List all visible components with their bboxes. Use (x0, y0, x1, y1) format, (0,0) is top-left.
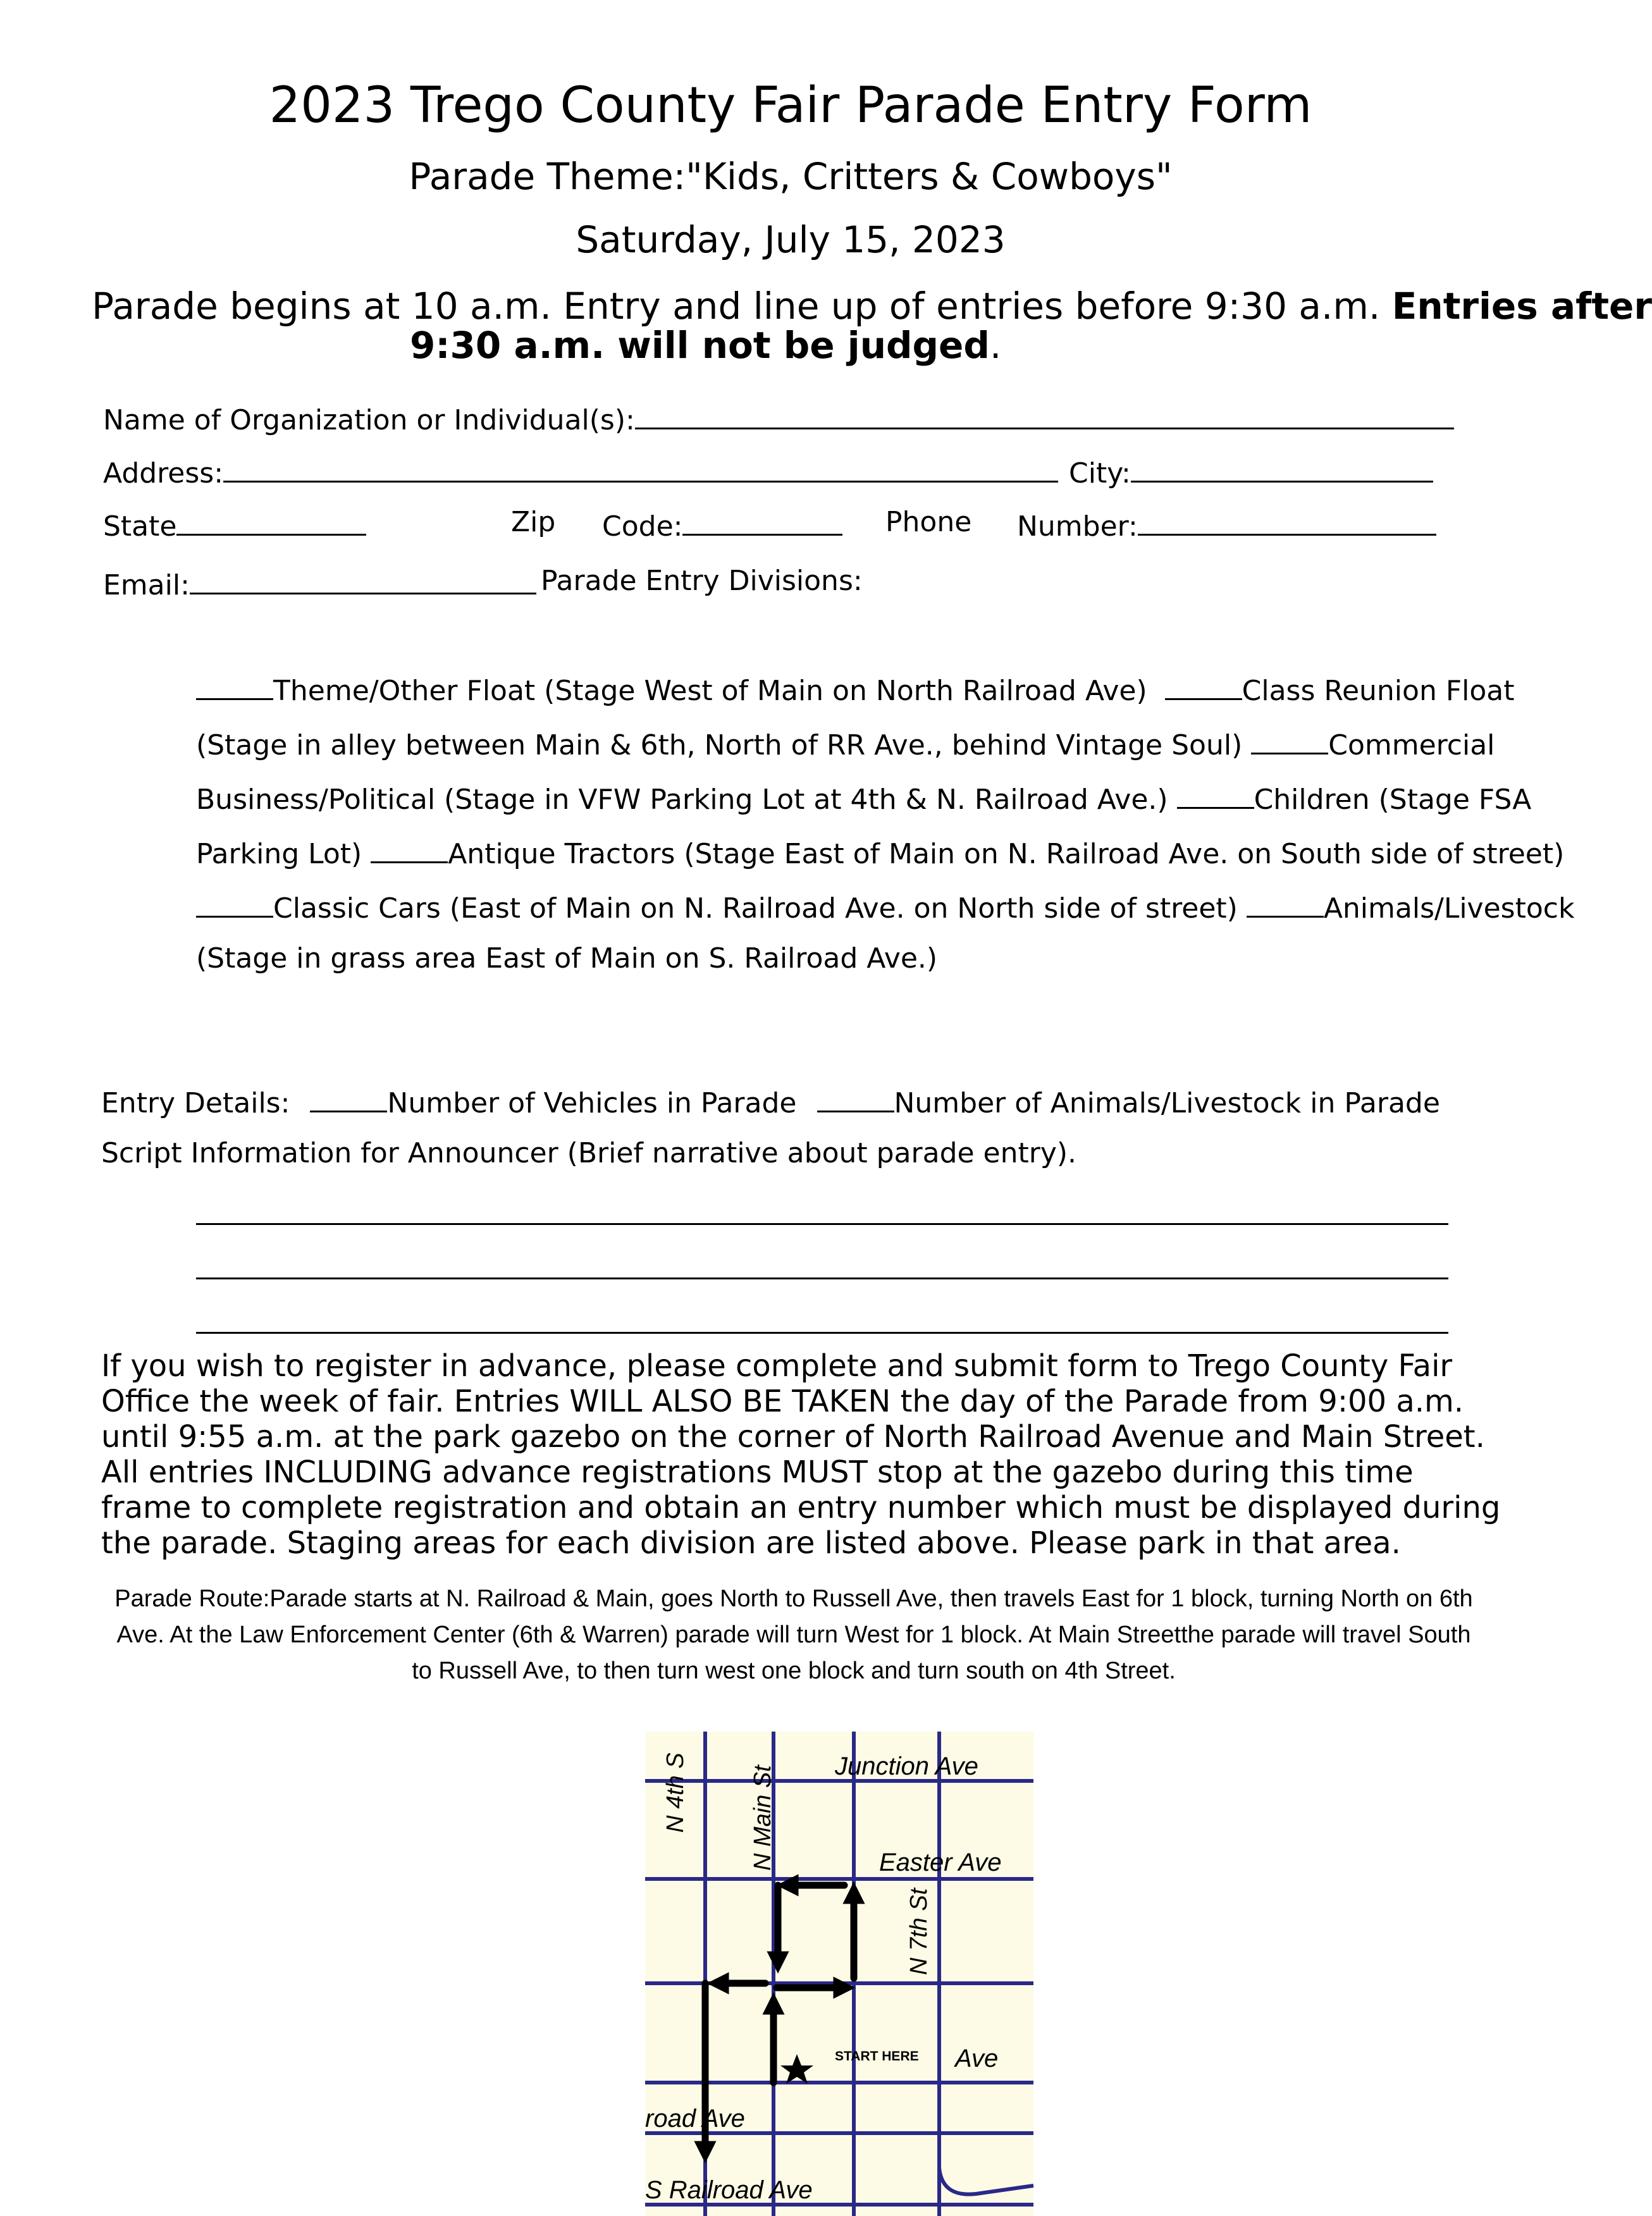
script-line-3[interactable] (196, 1332, 1448, 1334)
address-field-row (103, 453, 1058, 489)
address-input-line[interactable] (223, 453, 1058, 483)
division-theme-float: Theme/Other Float (Stage West of Main on North Railroad Ave) (273, 675, 1147, 707)
city-label: City: (1069, 457, 1131, 489)
division-text: Business/Political (Stage in VFW Parking Lot at 4th & N. Railroad Ave.) (196, 784, 1168, 816)
name-input-line[interactable] (635, 400, 1454, 429)
code-label: Code: (602, 510, 683, 543)
label-7th: N 7th St (906, 1888, 932, 1975)
division-blank[interactable] (371, 834, 448, 863)
vehicles-label: Number of Vehicles in Parade (387, 1087, 797, 1119)
address-label: Address: (103, 457, 224, 489)
email-field-row (103, 565, 536, 601)
label-easter: Easter Ave (879, 1849, 1002, 1876)
parade-theme: Parade Theme:"Kids, Critters & Cowboys" (409, 155, 1173, 198)
division-blank[interactable] (1251, 725, 1328, 754)
advance-registration-text: If you wish to register in advance, please complete and submit form to Trego County Fair Office the week of fair. Entries WILL ALSO BE TAKEN the day of the Parade from 9:00 a.m. until 9:55 a.m. at the park gazebo on the corner of North Railroad Avenue and Main Street. All entries INCLUDING advance registrations MUST stop at the gazebo during this time frame to complete registration and obtain an entry number which must be displayed during the parade. Staging areas for each division are listed above. Please park in that area. (101, 1348, 1501, 1561)
parade-date: Saturday, July 15, 2023 (576, 218, 1006, 261)
label-4th: N 4th S (662, 1752, 689, 1833)
name-label: Name of Organization or Individual(s): (103, 404, 635, 436)
label-road-ave: road Ave (645, 2105, 745, 2133)
label-start-here: START HERE (835, 2049, 919, 2064)
division-line-6: (Stage in grass area East of Main on S. Railroad Ave.) (196, 942, 938, 975)
division-classic-cars: Classic Cars (East of Main on N. Railroad Ave. on North side of street) (273, 892, 1238, 925)
phone-field-row (1017, 506, 1436, 543)
division-text: (Stage in alley between Main & 6th, North of RR Ave., behind Vintage Soul) (196, 729, 1243, 761)
division-blank[interactable] (196, 888, 273, 918)
number-label: Number: (1017, 510, 1138, 543)
division-line-2 (196, 725, 1495, 761)
phone-label: Phone (885, 506, 972, 538)
state-label: State (103, 510, 177, 543)
vehicles-input-line[interactable] (310, 1083, 387, 1112)
division-antique-tractors: Antique Tractors (Stage East of Main on N. Railroad Ave. on South side of street) (448, 838, 1565, 870)
division-line-1 (196, 670, 1515, 707)
label-junction: Junction Ave (835, 1752, 978, 1780)
zip-input-line[interactable] (682, 506, 842, 536)
division-line-5 (196, 888, 1574, 925)
division-line-4 (196, 834, 1564, 870)
script-line-1[interactable] (196, 1223, 1448, 1225)
division-text: Parking Lot) (196, 838, 362, 870)
division-line-3 (196, 779, 1531, 816)
zip-label: Zip (511, 506, 556, 538)
animals-input-line[interactable] (817, 1083, 894, 1112)
script-line-2[interactable] (196, 1277, 1448, 1279)
phone-input-line[interactable] (1138, 506, 1436, 536)
parade-times-line1 (92, 285, 1652, 328)
divisions-label: Parade Entry Divisions: (541, 565, 863, 597)
division-animals: Animals/Livestock (1323, 892, 1575, 925)
division-blank[interactable] (1247, 888, 1324, 918)
parade-route-map (645, 1732, 1033, 2216)
label-ave: Ave (955, 2045, 999, 2072)
times-bold-2: 9:30 a.m. will not be judged (410, 324, 990, 367)
parade-route-text: Parade Route:Parade starts at N. Railroad & Main, goes North to Russell Ave, then travels East for 1 block, turning North on 6th Ave. At the Law Enforcement Center (6th & Warren) parade will turn West for 1 block. At Main Streetthe parade will travel South to Russell Ave, to then turn west one block and turn south on 4th Street. (114, 1585, 1473, 1684)
parade-times-line2 (410, 324, 1001, 367)
division-blank[interactable] (1165, 670, 1242, 700)
city-input-line[interactable] (1131, 453, 1433, 483)
division-class-reunion: Class Reunion Float (1242, 675, 1515, 707)
page-title: 2023 Trego County Fair Parade Entry Form (269, 77, 1312, 134)
email-label: Email: (103, 569, 190, 601)
division-blank[interactable] (196, 670, 273, 700)
state-input-line[interactable] (176, 506, 366, 536)
entry-details-label: Entry Details: (101, 1087, 290, 1119)
division-commercial: Commercial (1328, 729, 1495, 761)
times-plain: Parade begins at 10 a.m. Entry and line up of entries before 9:30 a.m. (92, 285, 1392, 328)
division-children: Children (Stage FSA (1254, 784, 1532, 816)
email-input-line[interactable] (190, 565, 536, 594)
city-field-row (1069, 453, 1433, 489)
times-bold: Entries after (1391, 285, 1652, 328)
division-blank[interactable] (1177, 779, 1254, 809)
zip-field-row (602, 506, 842, 543)
animals-label: Number of Animals/Livestock in Parade (894, 1087, 1440, 1119)
script-info-label: Script Information for Announcer (Brief narrative about parade entry). (101, 1137, 1077, 1169)
name-field-row (103, 400, 1454, 436)
label-s-railroad: S Railroad Ave (645, 2176, 813, 2204)
label-main: N Main St (749, 1765, 776, 1871)
entry-details-row (101, 1083, 1440, 1119)
times-tail: . (989, 324, 1002, 367)
state-field-row (103, 506, 366, 543)
